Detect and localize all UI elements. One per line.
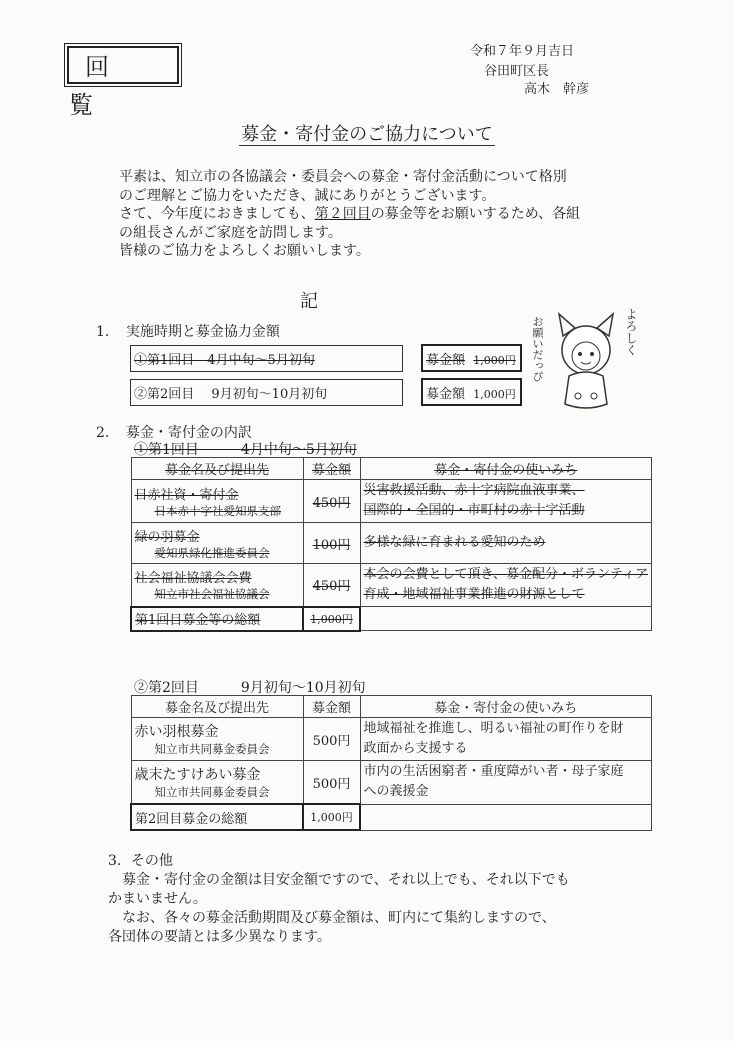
intro-line: 皆様のご協力をよろしくお願いします。 <box>119 243 370 259</box>
intro-line: 平素は、知立市の各協議会・委員会への募金・寄付金活動について格別 <box>119 169 567 185</box>
table-row: 社会福祉協議会会費 知立市社会福祉協議会 450円 本会の会費として頂き、募金配分・ボランティア 育成・地域福祉事業推進の財源として <box>131 564 652 607</box>
table-row: 緑の羽募金 愛知県緑化推進委員会 100円 多様な緑に育まれる愛知のため <box>131 523 652 564</box>
table-header-row: 募金名及び提出先 募金額 募金・寄付金の使いみち <box>131 458 652 480</box>
round2-caption: ②第2回目 9月初旬～10月初旬 <box>134 680 366 696</box>
intro-line: さて、今年度におきましても、第２回目の募金等をお願いするため、各組 <box>119 206 581 222</box>
mascot-illustration <box>531 306 645 416</box>
table-total-row: 第1回目募金等の総額 1,000円 <box>131 607 652 631</box>
section3-line: 募金・寄付金の金額は目安金額ですので、それ以上でも、それ以下でも <box>108 872 570 888</box>
section3-line: 各団体の要請とは多少異なります。 <box>108 929 331 945</box>
table-row: 歳末たすけあい募金 知立市共同募金委員会 500円 市内の生活困窮者・重度障がい者・母子家庭 への義援金 <box>131 761 652 805</box>
table-row: 日赤社資・寄付金 日本赤十字社愛知県支部 450円 災害救援活動、赤十字病院血液事業、 国際的・全国的・市町村の赤十字活動 <box>131 480 652 523</box>
section1-heading: 1． 実施時期と募金協力金額 <box>96 324 280 340</box>
section2-heading: 2． 募金・寄付金の内訳 <box>96 425 252 441</box>
intro-line: の組長さんがご家庭を訪問します。 <box>119 224 342 241</box>
ki-heading: 記 <box>300 291 318 312</box>
mascot-text: よろしく <box>624 308 638 356</box>
section3-line: なお、各々の募金活動期間及び募金額は、町内にて集約しますので、 <box>108 910 556 926</box>
table-row: ②第2回目 9月初旬～10月初旬 募金額 1,000円 <box>131 379 522 405</box>
section3 <box>108 852 668 947</box>
issuer-name: 高木 幹彦 <box>524 82 590 97</box>
schedule-table <box>130 344 522 406</box>
underlined-round: 第２回目 <box>314 206 371 222</box>
section3-heading: 3．その他 <box>108 853 173 869</box>
kairan-stamp: 回 覧 <box>67 46 179 84</box>
date: 令和７年９月吉日 <box>470 44 575 59</box>
intro-paragraph <box>119 168 639 261</box>
table-row: ①第1回目 4月中旬～5月初旬 募金額 1,000円 <box>131 345 522 371</box>
round1-caption: ①第1回目 4月中旬～5月初旬 <box>134 442 357 458</box>
intro-line: のご理解とご協力をいただき、誠にありがとうございます。 <box>119 187 496 204</box>
issuer-org: 谷田町区長 <box>484 64 550 79</box>
section3-line: かまいません。 <box>108 891 207 907</box>
round1-table <box>130 457 652 632</box>
table-header-row: 募金名及び提出先 募金額 募金・寄付金の使いみち <box>131 696 652 718</box>
table-row: 赤い羽根募金 知立市共同募金委員会 500円 地域福祉を推進し、明るい福祉の町作りを財 政面から支援する <box>131 718 652 761</box>
document-title: 募金・寄付金のご協力について <box>241 124 493 145</box>
round2-table <box>130 695 652 831</box>
table-total-row: 第2回目募金の総額 1,000円 <box>131 804 652 830</box>
mascot-text: お願いだっぴ <box>531 316 544 382</box>
